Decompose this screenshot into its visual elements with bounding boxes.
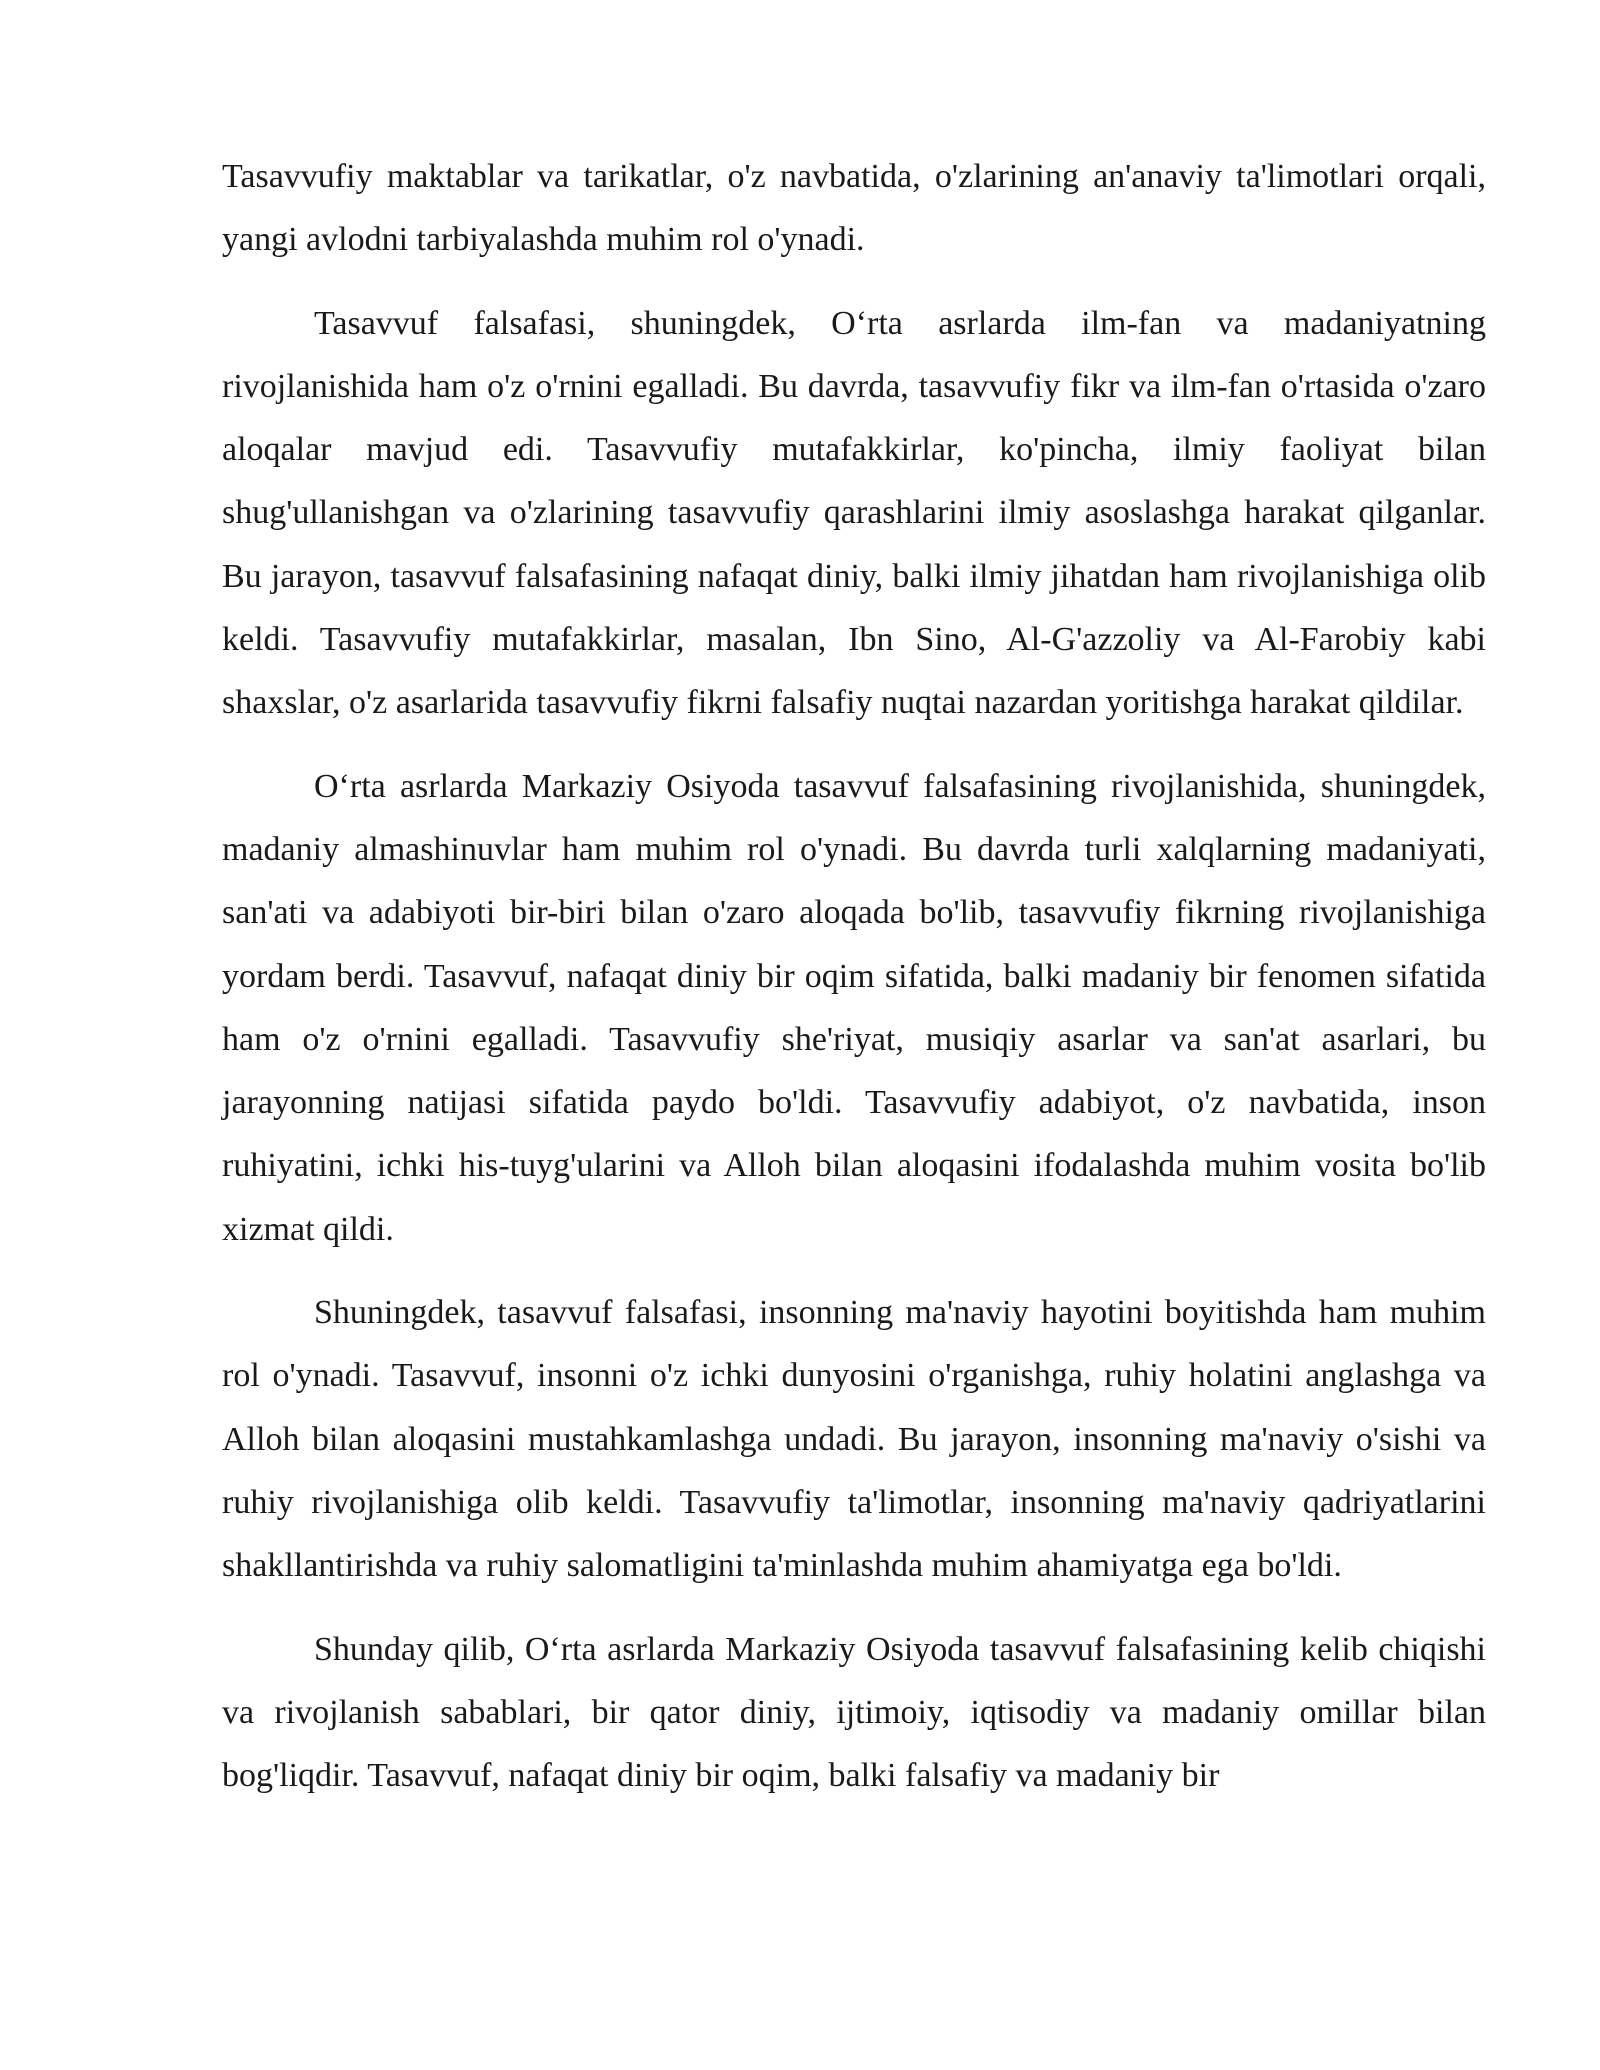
paragraph-1: Tasavvufiy maktablar va tarikatlar, o'z navbatida, o'zlarining an'anaviy ta'limotlari orqali, yangi avlodni tarbiyalashda muhim rol o'ynadi. (222, 158, 1486, 259)
paragraph-3: O‘rta asrlarda Markaziy Osiyoda tasavvuf falsafasining rivojlanishida, shuningdek, madaniy almashinuvlar ham muhim rol o'ynadi. Bu davrda turli xalqlarning madaniyati, san'ati va adabiyoti bir-biri bilan o'zaro aloqada bo'lib, tasavvufiy fikrning rivojlanishiga yordam berdi. Tasavvuf, nafaqat diniy bir oqim sifatida, balki madaniy bir fenomen sifatida ham o'z o'rnini egalladi. Tasavvufiy she'riyat, musiqiy asarlar va san'at asarlari, bu jarayonning natijasi sifatida paydo bo'ldi. Tasavvufiy adabiyot, o'z navbatida, inson ruhiyatini, ichki his-tuyg'ularini va Alloh bilan aloqasini ifodalashda muhim vosita bo'lib xizmat qildi. (222, 767, 1486, 1248)
paragraph-4: Shuningdek, tasavvuf falsafasi, insonning ma'naviy hayotini boyitishda ham muhim rol o'ynadi. Tasavvuf, insonni o'z ichki dunyosini o'rganishga, ruhiy holatini anglashga va Alloh bilan aloqasini mustahkamlashga undadi. Bu jarayon, insonning ma'naviy o'sishi va ruhiy rivojlanishiga olib keldi. Tasavvufiy ta'limotlar, insonning ma'naviy qadriyatlarini shakllantirishda va ruhiy salomatligini ta'minlashda muhim ahamiyatga ega bo'ldi. (222, 1294, 1486, 1585)
document-body (222, 145, 1486, 1827)
paragraph-2: Tasavvuf falsafasi, shuningdek, O‘rta asrlarda ilm-fan va madaniyatning rivojlanishida ham o'z o'rnini egalladi. Bu davrda, tasavvufiy fikr va ilm-fan o'rtasida o'zaro aloqalar mavjud edi. Tasavvufiy mutafakkirlar, ko'pincha, ilmiy faoliyat bilan shug'ullanishgan va o'zlarining tasavvufiy qarashlarini ilmiy asoslashga harakat qilganlar. Bu jarayon, tasavvuf falsafasining nafaqat diniy, balki ilmiy jihatdan ham rivojlanishiga olib keldi. Tasavvufiy mutafakkirlar, masalan, Ibn Sino, Al-G'azzoliy va Al-Farobiy kabi shaxslar, o'z asarlarida tasavvufiy fikrni falsafiy nuqtai nazardan yoritishga harakat qildilar. (222, 304, 1486, 722)
paragraph-5: Shunday qilib, O‘rta asrlarda Markaziy Osiyoda tasavvuf falsafasining kelib chiqishi va rivojlanish sabablari, bir qator diniy, ijtimoiy, iqtisodiy va madaniy omillar bilan bog'liqdir. Tasavvuf, nafaqat diniy bir oqim, balki falsafiy va madaniy bir (222, 1630, 1486, 1795)
